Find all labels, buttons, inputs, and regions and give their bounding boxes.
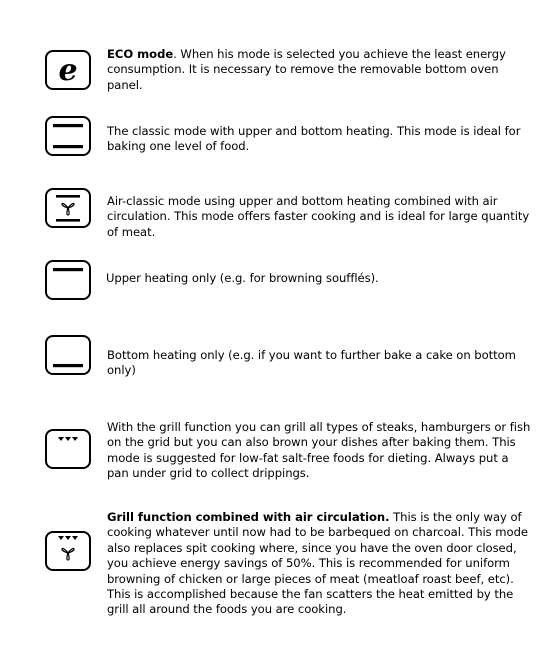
mode-description: Bottom heating only (e.g. if you want to further bake a cake on bottom only) [107, 348, 516, 378]
mode-text: When his mode is selected you achieve the least energy consumption. It is necessary to remove the removable bottom oven panel. [107, 47, 506, 92]
mode-description: Air-classic mode using upper and bottom heating combined with air circulation. This mode offers faster cooking and is ideal for large quantity of meat. [107, 194, 530, 239]
mode-description: The classic mode with upper and bottom heating. This mode is ideal for baking one level of food. [107, 124, 521, 154]
mode-title: ECO mode [107, 47, 174, 61]
bottom-heating-icon [45, 335, 91, 375]
mode-description [107, 510, 532, 618]
eco-e-icon [45, 50, 91, 90]
mode-description [107, 47, 532, 93]
upper-bottom-heating-icon [45, 116, 91, 156]
mode-title-suffix: . [173, 47, 177, 61]
grill-fan-icon [45, 531, 91, 571]
mode-title: Grill function combined with air circulation. [107, 510, 390, 524]
svg-text:e: e [58, 53, 78, 88]
grill-icon [45, 429, 91, 469]
mode-description: Upper heating only (e.g. for browning soufflés). [106, 271, 379, 285]
mode-text: This is the only way of cooking whatever until now had to be barbequed on charcoal. This mode also replaces spit cooking where, since you have the oven door closed, you achieve energy savings of 50%. This is recommended for uniform browning of chicken or large pieces of meat (meatloaf roast beef, etc). This is accomplished because the fan scatters the heat emitted by the grill all around the foods you are cooking. [107, 510, 528, 617]
upper-heating-icon [45, 260, 91, 300]
fan-upper-bottom-heating-icon [45, 188, 91, 228]
mode-description: With the grill function you can grill all types of steaks, hamburgers or fish on the grid but you can also brown your dishes after baking them. This mode is suggested for low-fat salt-free foods for dieting. Always put a pan under grid to collect drippings. [107, 420, 531, 481]
